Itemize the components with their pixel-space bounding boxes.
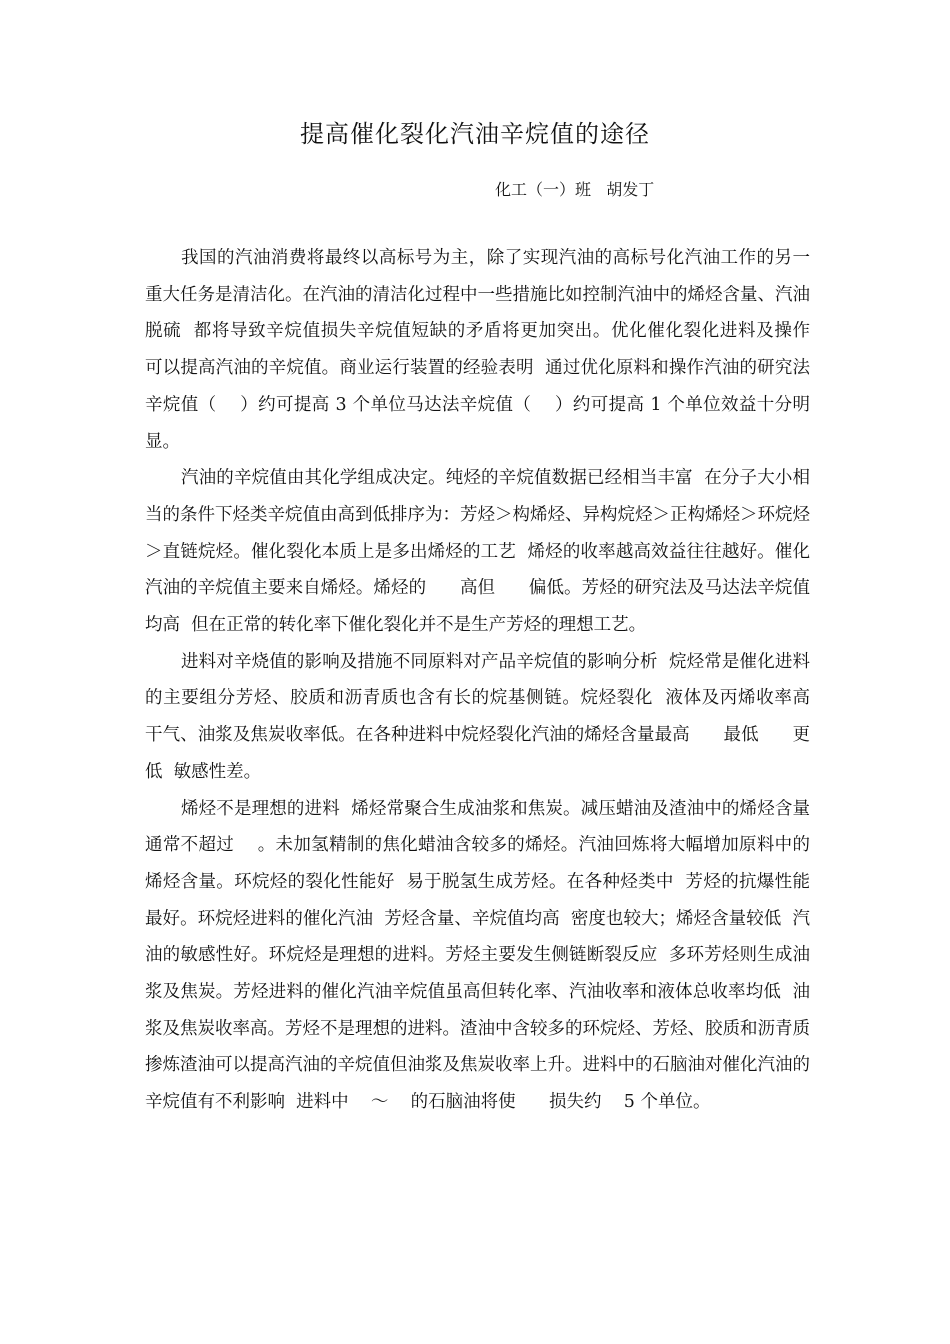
author-byline: 化工（一）班 胡发丁 <box>495 180 655 199</box>
document-title: 提高催化裂化汽油辛烷值的途径 <box>300 120 650 148</box>
paragraph: 我国的汽油消费将最终以高标号为主，除了实现汽油的高标号化汽油工作的另一重大任务是清洁化。在汽油的清洁化过程中一些措施比如控制汽油中的烯烃含量、汽油脱硫 都将导致辛烷值损失辛烷值短缺的矛盾将更加突出。优化催化裂化进料及操作 可以提高汽油的辛烷值。商业运行装置的经验表明 通过优化原料和操作汽油的研究法辛烷值（ ）约可提高 3 个单位马达法辛烷值（ ）约可提高 1 个单位效益十分明显。 <box>145 248 822 452</box>
paragraph: 进料对辛烧值的影响及措施不同原料对产品辛烷值的影响分析 烷烃常是催化进料的主要组分芳烃、胶质和沥青质也含有长的烷基侧链。烷烃裂化 液体及丙烯收率高 干气、油浆及焦炭收率低。在各种进料中烷烃裂化汽油的烯烃含量最高 最低 更低 敏感性差。 <box>145 651 822 782</box>
document-body <box>145 240 822 1121</box>
paragraph: 汽油的辛烷值由其化学组成决定。纯烃的辛烷值数据已经相当丰富 在分子大小相当的条件下烃类辛烷值由高到低排序为：芳烃＞构烯烃、异构烷烃＞正构烯烃＞环烷烃＞直链烷烃。催化裂化本质上是多出烯烃的工艺 烯烃的收率越高效益往往越好。催化汽油的辛烷值主要来自烯烃。烯烃的 高但 偏低。芳烃的研究法及马达法辛烷值均高 但在正常的转化率下催化裂化并不是生产芳烃的理想工艺。 <box>145 468 810 636</box>
paragraph: 烯烃不是理想的进料 烯烃常聚合生成油浆和焦炭。减压蜡油及渣油中的烯烃含量通常不超过 。未加氢精制的焦化蜡油含较多的烯烃。汽油回炼将大幅增加原料中的烯烃含量。环烷烃的裂化性能好 易于脱氢生成芳烃。在各种烃类中 芳烃的抗爆性能最好。环烷烃进料的催化汽油 芳烃含量、辛烷值均高 密度也较大；烯烃含量较低 汽油的敏感性好。环烷烃是理想的进料。芳烃主要发生侧链断裂反应 多环芳烃则生成油浆及焦炭。芳烃进料的催化汽油辛烷值虽高但转化率、汽油收率和液体总收率均低 油浆及焦炭收率高。芳烃不是理想的进料。渣油中含较多的环烷烃、芳烃、胶质和沥青质 掺炼渣油可以提高汽油的辛烷值但油浆及焦炭收率上升。进料中的石脑油对催化汽油的辛烷值有不利影响 进料中 ～ 的石脑油将使 损失约 5 个单位。 <box>145 798 822 1113</box>
